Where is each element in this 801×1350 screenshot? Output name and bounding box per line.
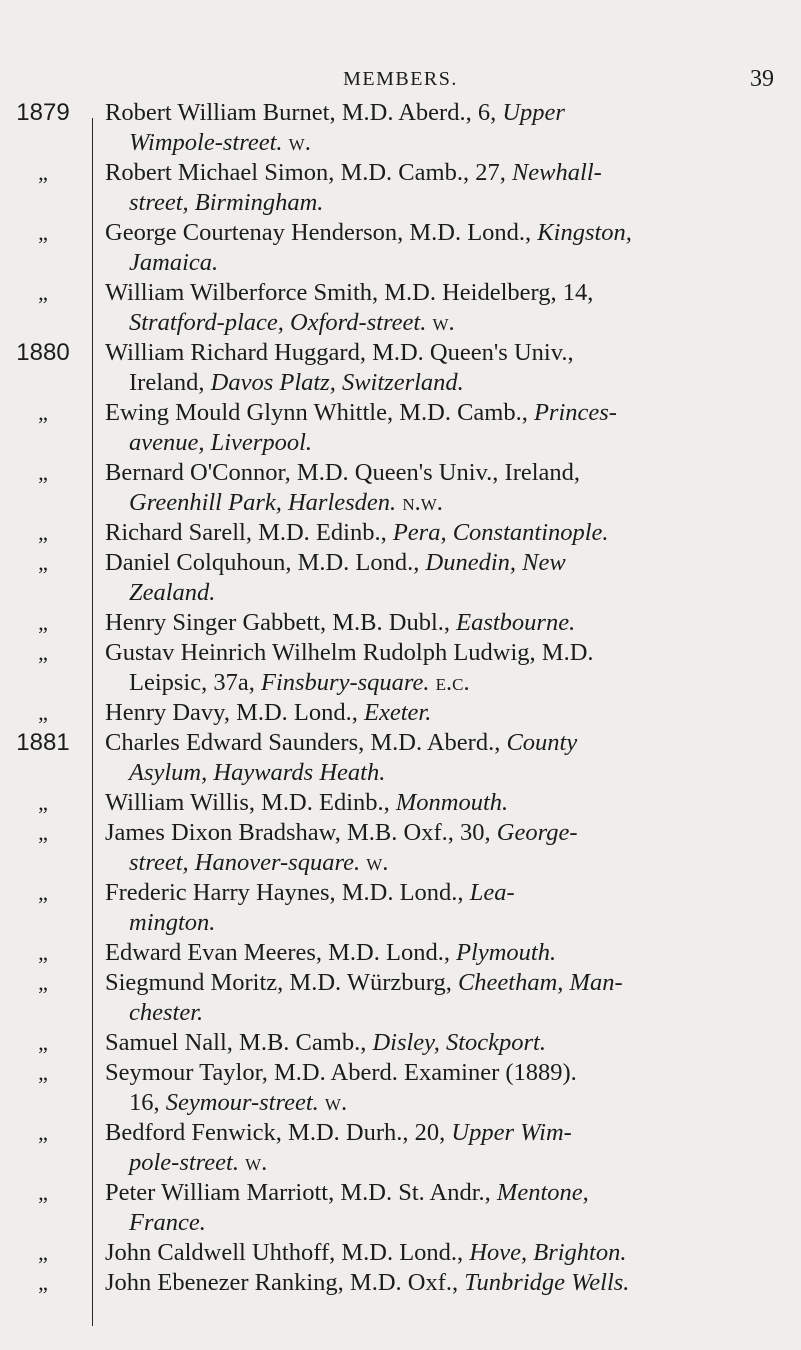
ditto-mark: „ (38, 940, 48, 965)
member-name-text: Seymour Taylor, M.D. Aberd. Examiner (1889). (105, 1059, 577, 1086)
member-name-text: John Caldwell Uhthoff, M.D. Lond., (105, 1239, 470, 1266)
member-entry (0, 878, 801, 938)
member-name-text: w. (318, 1089, 348, 1116)
member-entry (0, 1028, 801, 1058)
member-text (105, 788, 801, 818)
election-year: 1880 (16, 339, 70, 366)
member-text (105, 1058, 801, 1118)
ditto-mark: „ (38, 460, 48, 485)
address-italic: Davos Platz, Switzerland. (210, 369, 464, 396)
member-entry (0, 698, 801, 728)
member-name-text: Siegmund Moritz, M.D. Würzburg, (105, 969, 458, 996)
member-entry (0, 1058, 801, 1118)
member-name-text: w. (360, 849, 389, 876)
member-text (105, 728, 801, 788)
address-italic: Upper (502, 99, 565, 126)
member-name-text: Robert Michael Simon, M.D. Camb., 27, (105, 159, 512, 186)
member-name-text: Richard Sarell, M.D. Edinb., (105, 519, 393, 546)
member-name-text: Henry Singer Gabbett, M.B. Dubl., (105, 609, 457, 636)
address-italic: Hove, Brighton. (469, 1239, 627, 1266)
address-italic: County (506, 729, 578, 756)
ditto-mark: „ (38, 820, 48, 845)
member-entry (0, 608, 801, 638)
member-text (105, 1028, 801, 1058)
address-italic: Asylum, Haywards Heath. (129, 759, 386, 786)
address-italic: Exeter. (364, 699, 432, 726)
member-entry (0, 458, 801, 518)
member-entry (0, 938, 801, 968)
member-name-text: Peter William Marriott, M.D. St. Andr., (105, 1179, 497, 1206)
election-year: 1879 (16, 99, 70, 126)
address-italic: Greenhill Park, Harlesden. (129, 489, 397, 516)
member-entry (0, 398, 801, 458)
address-italic: George- (496, 819, 578, 846)
address-italic: Dunedin, New (425, 549, 566, 576)
member-name-text: Edward Evan Meeres, M.D. Lond., (105, 939, 457, 966)
ditto-mark: „ (38, 220, 48, 245)
ditto-mark: „ (38, 1030, 48, 1055)
member-text (105, 1268, 801, 1298)
ditto-mark: „ (38, 280, 48, 305)
member-text (105, 278, 801, 338)
member-name-text: Bedford Fenwick, M.D. Durh., 20, (105, 1119, 452, 1146)
address-italic: Seymour-street. (165, 1089, 319, 1116)
member-name-text: William Wilberforce Smith, M.D. Heidelberg, 14, (105, 279, 594, 306)
address-italic: Upper Wim- (451, 1119, 572, 1146)
ditto-mark: „ (38, 880, 48, 905)
ditto-mark: „ (38, 640, 48, 665)
ditto-mark: „ (38, 970, 48, 995)
address-italic: Cheetham, Man- (457, 969, 623, 996)
member-name-text: Robert William Burnet, M.D. Aberd., 6, (105, 99, 503, 126)
member-name-text: Charles Edward Saunders, M.D. Aberd., (105, 729, 507, 756)
member-entry (0, 728, 801, 788)
member-text (105, 158, 801, 218)
member-text (105, 98, 801, 158)
member-name-text: 16, (129, 1089, 166, 1116)
ditto-mark: „ (38, 160, 48, 185)
member-name-text: n.w. (396, 489, 443, 516)
ditto-mark: „ (38, 1120, 48, 1145)
member-name-text: Leipsic, 37a, (129, 669, 261, 696)
address-italic: Plymouth. (456, 939, 557, 966)
member-name-text: Frederic Harry Haynes, M.D. Lond., (105, 879, 470, 906)
member-text (105, 698, 801, 728)
member-name-text: Ireland, (129, 369, 211, 396)
member-name-text: w. (426, 309, 455, 336)
member-text (105, 818, 801, 878)
member-text (105, 938, 801, 968)
member-entry (0, 278, 801, 338)
member-text (105, 398, 801, 458)
member-text (105, 218, 801, 278)
address-italic: Lea- (469, 879, 515, 906)
member-entry (0, 518, 801, 548)
member-text (105, 1118, 801, 1178)
address-italic: mington. (129, 909, 216, 936)
member-text (105, 968, 801, 1028)
address-italic: Tunbridge Wells. (464, 1269, 630, 1296)
member-entry (0, 1118, 801, 1178)
ditto-mark: „ (38, 1270, 48, 1295)
member-text (105, 518, 801, 548)
address-italic: Kingston, (537, 219, 632, 246)
running-head (0, 68, 801, 98)
address-italic: Mentone, (496, 1179, 589, 1206)
address-italic: avenue, Liverpool. (129, 429, 313, 456)
member-name-text: e.c. (429, 669, 470, 696)
member-entry (0, 1178, 801, 1238)
member-entry (0, 638, 801, 698)
member-name-text: Bernard O'Connor, M.D. Queen's Univ., Ireland, (105, 459, 581, 486)
page-number: 39 (750, 66, 774, 92)
member-name-text: Daniel Colquhoun, M.D. Lond., (105, 549, 426, 576)
member-entry (0, 1268, 801, 1298)
election-year: 1881 (16, 729, 70, 756)
member-text (105, 548, 801, 608)
ditto-mark: „ (38, 700, 48, 725)
address-italic: Eastbourne. (456, 609, 576, 636)
ditto-mark: „ (38, 790, 48, 815)
member-text (105, 608, 801, 638)
ditto-mark: „ (38, 1240, 48, 1265)
member-entry (0, 98, 801, 158)
member-text (105, 458, 801, 518)
member-name-text: w. (239, 1149, 268, 1176)
address-italic: Princes- (533, 399, 617, 426)
ditto-mark: „ (38, 610, 48, 635)
member-text (105, 1238, 801, 1268)
address-italic: Disley, Stockport. (372, 1029, 546, 1056)
member-name-text: William Willis, M.D. Edinb., (105, 789, 396, 816)
member-list (0, 98, 801, 1298)
address-italic: Pera, Constantinople. (392, 519, 609, 546)
address-italic: France. (129, 1209, 206, 1236)
ditto-mark: „ (38, 550, 48, 575)
member-name-text: Ewing Mould Glynn Whittle, M.D. Camb., (105, 399, 534, 426)
member-entry (0, 338, 801, 398)
ditto-mark: „ (38, 1060, 48, 1085)
address-italic: Newhall- (511, 159, 602, 186)
member-entry (0, 548, 801, 608)
member-entry (0, 788, 801, 818)
member-entry (0, 968, 801, 1028)
address-italic: Stratford-place, Oxford-street. (129, 309, 427, 336)
member-name-text: James Dixon Bradshaw, M.B. Oxf., 30, (105, 819, 497, 846)
member-name-text: w. (282, 129, 311, 156)
address-italic: Monmouth. (395, 789, 509, 816)
member-text (105, 338, 801, 398)
address-italic: street, Hanover-square. (129, 849, 361, 876)
member-name-text: George Courtenay Henderson, M.D. Lond., (105, 219, 538, 246)
member-entry (0, 158, 801, 218)
member-text (105, 638, 801, 698)
member-text (105, 1178, 801, 1238)
address-italic: Jamaica. (129, 249, 219, 276)
address-italic: Finsbury-square. (261, 669, 430, 696)
address-italic: Zealand. (129, 579, 216, 606)
member-entry (0, 218, 801, 278)
address-italic: street, Birmingham. (129, 189, 324, 216)
page-title: MEMBERS. (343, 68, 458, 90)
address-italic: pole-street. (129, 1149, 239, 1176)
member-name-text: Henry Davy, M.D. Lond., (105, 699, 365, 726)
ditto-mark: „ (38, 1180, 48, 1205)
address-italic: Wimpole-street. (129, 129, 283, 156)
member-entry (0, 818, 801, 878)
member-text (105, 878, 801, 938)
member-entry (0, 1238, 801, 1268)
ditto-mark: „ (38, 400, 48, 425)
member-name-text: Gustav Heinrich Wilhelm Rudolph Ludwig, M.D. (105, 639, 594, 666)
member-name-text: John Ebenezer Ranking, M.D. Oxf., (105, 1269, 465, 1296)
member-name-text: William Richard Huggard, M.D. Queen's Univ., (105, 339, 574, 366)
ditto-mark: „ (38, 520, 48, 545)
address-italic: chester. (129, 999, 204, 1026)
member-name-text: Samuel Nall, M.B. Camb., (105, 1029, 373, 1056)
